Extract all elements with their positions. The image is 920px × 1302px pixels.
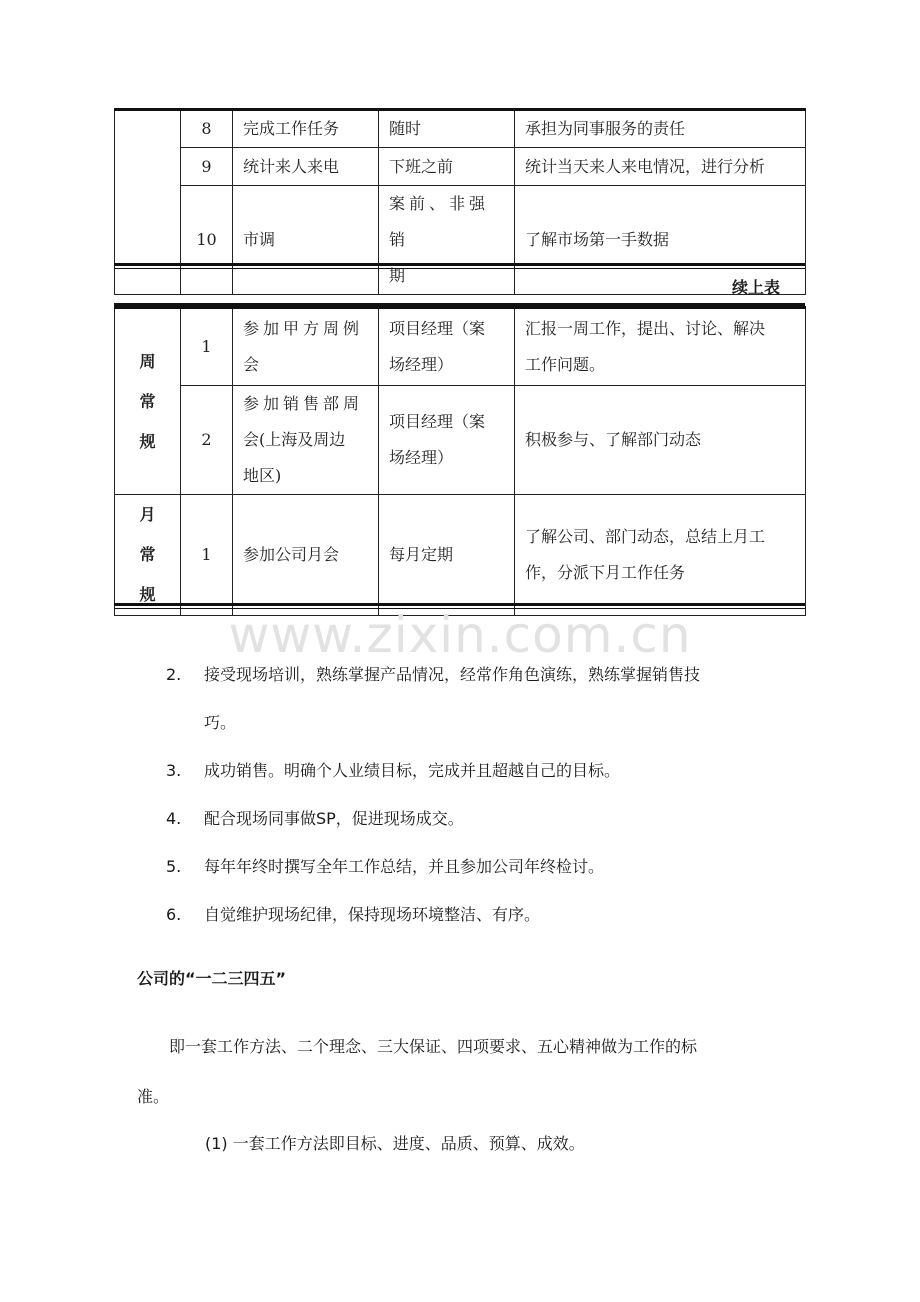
task-line: 会(上海及周边 [243,430,346,449]
time-cell: 每月定期 [379,495,515,616]
paragraph: 即一套工作方法、二个理念、三大保证、四项要求、五心精神做为工作的标 [169,1037,698,1056]
task-cell: 统计来人来电 [233,148,379,186]
row-number: 9 [181,148,233,186]
desc-cell: 统计当天来人来电情况，进行分析 [515,148,806,186]
list-item [166,902,540,925]
list-item [166,854,604,877]
task-cell: 市调 [233,186,379,295]
list-number: 4. [166,809,182,828]
list-item [166,662,700,685]
desc-line: 汇报一周工作，提出、讨论、解决 [525,319,766,338]
category-cell-empty [115,110,181,295]
table-row [115,110,806,148]
task-line: 参加销售部周 [243,394,364,413]
time-line: 项目经理（案 [389,412,486,431]
desc-line: 了解公司、部门动态，总结上月工 [525,527,766,546]
task-line: 地区) [243,466,282,485]
category-char: 常 [139,545,156,564]
time-cell: 随时 [379,110,515,148]
time-line: 场经理） [389,355,454,374]
list-text: 自觉维护现场纪律，保持现场环境整洁、有序。 [204,905,541,924]
desc-cell: 了解市场第一手数据 [515,186,806,295]
task-line: 参加甲方周例 [243,319,364,338]
time-cell [379,386,515,495]
row-number: 8 [181,110,233,148]
desc-line: 作，分派下月工作任务 [525,563,686,582]
table-row [115,148,806,186]
list-number: 3. [166,761,182,780]
table-caption: 续上表 [731,278,780,297]
list-text: 每年年终时撰写全年工作总结，并且参加公司年终检讨。 [204,857,605,876]
row-number: 10 [181,186,233,295]
time-cell [379,186,515,295]
table-bottom-border [114,263,805,266]
task-table-continued [114,108,806,295]
task-cell [233,386,379,495]
sub-item: (1) 一套工作方法即目标、进度、品质、预算、成效。 [205,1134,585,1153]
desc-cell [515,495,806,616]
list-text: 配合现场同事做SP，促进现场成交。 [204,809,464,828]
list-number: 2. [166,665,182,684]
desc-cell: 承担为同事服务的责任 [515,110,806,148]
list-number: 6. [166,905,182,924]
list-item [166,758,620,781]
regular-tasks-table [114,306,806,616]
list-text: 接受现场培训，熟练掌握产品情况，经常作角色演练，熟练掌握销售技 [204,665,701,684]
list-item-continuation: 巧。 [204,713,237,732]
task-cell [233,308,379,386]
time-line: 场经理） [389,448,454,467]
time-cell: 下班之前 [379,148,515,186]
table-row [115,308,806,386]
section-heading: 公司的“一二三四五” [137,969,287,988]
row-number: 1 [181,308,233,386]
category-char: 月 [139,505,156,524]
category-char: 常 [139,391,156,411]
category-monthly [115,495,181,616]
list-item [166,806,464,829]
time-line: 期 [389,266,406,285]
task-cell: 完成工作任务 [233,110,379,148]
category-char: 规 [139,431,156,451]
category-weekly [115,308,181,495]
list-text: 成功销售。明确个人业绩目标，完成并且超越自己的目标。 [204,761,621,780]
desc-cell [515,308,806,386]
row-number: 2 [181,386,233,495]
category-char: 规 [139,585,156,604]
time-cell [379,308,515,386]
list-number: 5. [166,857,182,876]
time-line: 项目经理（案 [389,319,486,338]
watermark: www.zixin.com.cn [228,606,692,664]
time-line: 案前、非强销 [389,194,490,249]
row-number: 1 [181,495,233,616]
category-char: 周 [139,351,156,371]
table-row [115,495,806,616]
table-row [115,386,806,495]
desc-cell: 积极参与、了解部门动态 [515,386,806,495]
task-line: 会 [243,355,260,374]
task-cell: 参加公司月会 [233,495,379,616]
paragraph-continuation: 准。 [137,1087,170,1106]
desc-line: 工作问题。 [525,355,606,374]
